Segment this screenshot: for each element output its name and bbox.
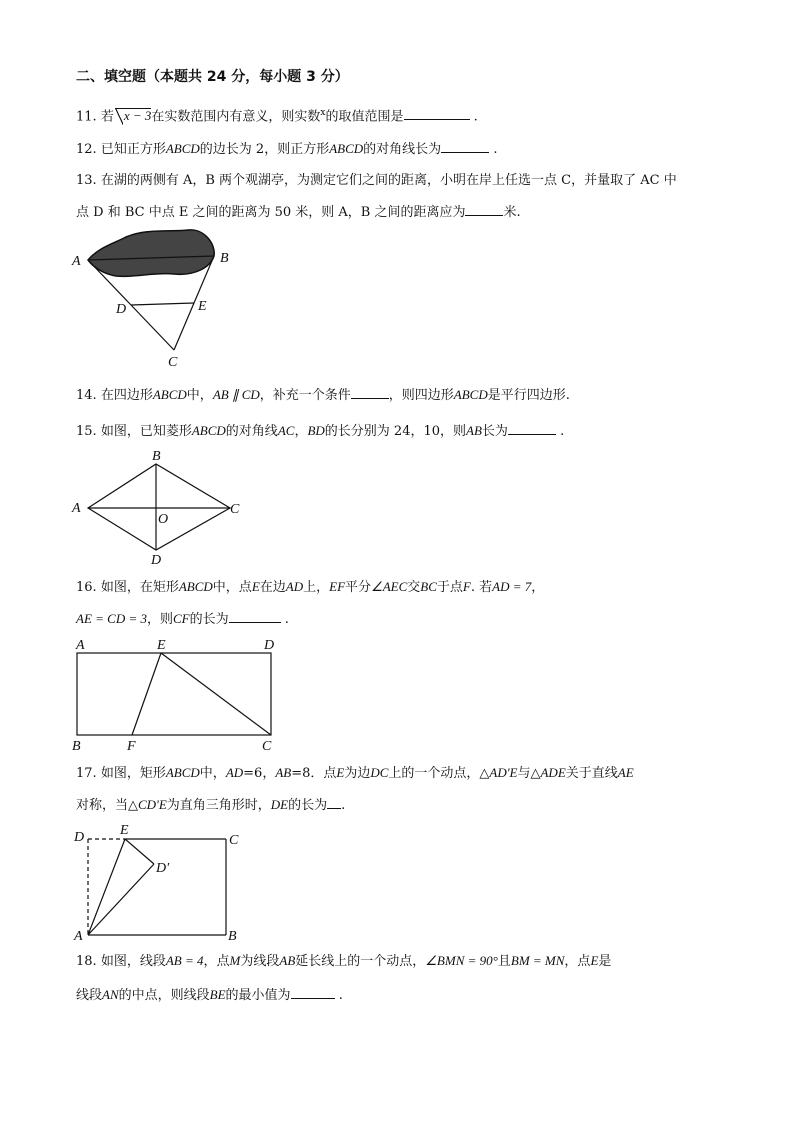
label-D: D — [116, 302, 127, 317]
question-15: 15. 如图，已知菱形ABCD的对角线AC，BD的长分别为 24，10，则AB长为 . — [76, 423, 565, 439]
answer-blank[interactable] — [327, 796, 341, 809]
rectangle-figure — [66, 634, 286, 756]
label-E: E — [120, 823, 129, 838]
question-17-line-2: 对称，当△CD'E为直角三角形时，DE的长为 . — [76, 797, 346, 813]
rectangle-ABCD — [77, 653, 271, 735]
label-A: A — [72, 501, 81, 516]
label-A: A — [72, 254, 81, 269]
answer-blank[interactable] — [291, 986, 335, 999]
question-11: 11. 若 x − 3在实数范围内有意义，则实数$^x$的取值范围是 . — [76, 108, 478, 125]
answer-blank[interactable] — [441, 140, 489, 153]
label-D: D — [74, 830, 85, 845]
label-E: E — [198, 299, 207, 314]
question-16-line-2: AE = CD = 3，则CF的长为 . — [76, 611, 289, 627]
question-16-line-1: 16. 如图，在矩形ABCD中，点E在边AD上，EF平分∠AEC交BC于点F. 若AD = 7， — [76, 579, 545, 595]
sqrt-expression: x − 3 — [116, 108, 152, 123]
segment-ED-prime — [125, 839, 154, 864]
label-D: D — [151, 553, 162, 566]
label-B: B — [220, 251, 229, 266]
answer-blank[interactable] — [229, 610, 281, 623]
segment-DE — [131, 303, 194, 305]
question-13-line-1: 13. 在湖的两侧有 A，B 两个观湖亭，为测定它们之间的距离，小明在岸上任选一点 C，并量取了 AC 中 — [76, 173, 677, 188]
label-B: B — [152, 449, 161, 464]
question-number: 11. — [76, 109, 97, 125]
label-D-prime: D′ — [156, 861, 170, 876]
question-13-line-2: 点 D 和 BC 中点 E 之间的距离为 50 米，则 A，B 之间的距离应为 米. — [76, 205, 521, 220]
segment-AE — [88, 839, 125, 935]
lake-figure — [64, 226, 234, 372]
answer-blank[interactable] — [508, 422, 556, 435]
segment-AD-prime — [88, 864, 154, 935]
label-B: B — [72, 739, 81, 754]
answer-blank[interactable] — [351, 386, 389, 399]
rhombus-figure — [66, 448, 246, 566]
lake-shape — [88, 230, 214, 277]
label-E: E — [157, 638, 166, 653]
label-C: C — [230, 502, 240, 517]
label-F: F — [127, 739, 136, 754]
label-B: B — [228, 929, 237, 944]
segment-EF — [132, 653, 161, 735]
question-14: 14. 在四边形ABCD中，AB ∥ CD，补充一个条件 ，则四边形ABCD是平行四边形. — [76, 387, 570, 403]
answer-blank[interactable] — [465, 203, 503, 216]
label-C: C — [262, 739, 272, 754]
label-D: D — [264, 638, 275, 653]
fold-rectangle-figure — [68, 822, 248, 946]
question-18-line-1: 18. 如图，线段AB = 4，点M为线段AB延长线上的一个动点，∠BMN = 90°且BM = MN，点E是 — [76, 953, 612, 969]
rhombus-ABCD — [88, 464, 230, 550]
label-A: A — [74, 929, 83, 944]
segment-EC — [161, 653, 271, 735]
answer-blank[interactable] — [404, 107, 470, 120]
question-18-line-2: 线段AN的中点，则线段BE的最小值为 . — [76, 987, 343, 1003]
question-17-line-1: 17. 如图，矩形ABCD中，AD=6，AB=8．点E为边DC上的一个动点，△AD'E与△ADE关于直线AE — [76, 765, 634, 781]
label-O: O — [158, 512, 169, 527]
label-C: C — [168, 355, 178, 370]
label-C: C — [229, 833, 239, 848]
label-A: A — [76, 638, 85, 653]
section-title: 二、填空题（本题共 24 分，每小题 3 分） — [76, 69, 349, 85]
question-12: 12. 已知正方形ABCD的边长为 2，则正方形ABCD的对角线长为 . — [76, 141, 498, 157]
